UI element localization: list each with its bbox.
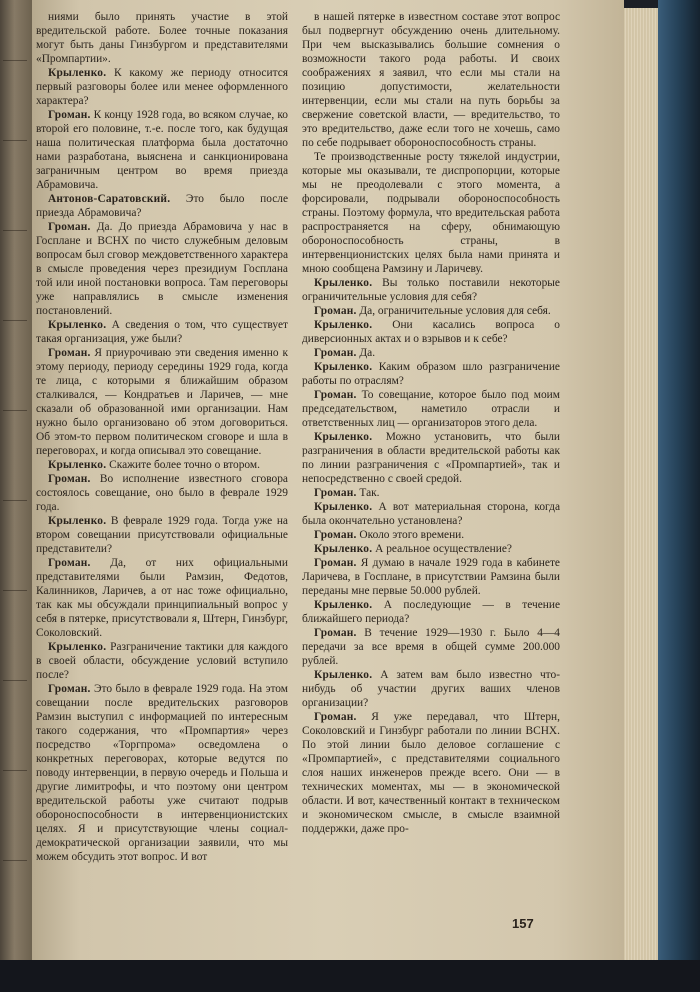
speaker-name: Крыленко. bbox=[314, 501, 373, 513]
paragraph: Крыленко. Вы только поставили некоторые ограничительные условия для себя? bbox=[302, 277, 560, 303]
speaker-name: Крыленко. bbox=[314, 599, 373, 611]
speaker-name: Крыленко. bbox=[48, 641, 107, 653]
speaker-name: Крыленко. bbox=[314, 319, 373, 331]
speaker-name: Громан. bbox=[48, 221, 91, 233]
speaker-name: Крыленко. bbox=[48, 515, 107, 527]
paragraph: Те производственные росту тяжелой индустрии, которые мы оказывали, те диспропорции, которые мы не преодолевали с этого момента, а форсировали, подрывали обороноспособность страны. Поэтому формула, что вредительская работа распространяется на сферу, обнимающую обороноспособность страны, в интервенционистских целях была нами принята и мною сообщена Рамзину и Ларичеву. bbox=[302, 151, 560, 275]
speaker-name: Антонов-Саратовский. bbox=[48, 193, 171, 205]
paragraph: Громан. Да, ограничительные условия для себя. bbox=[314, 305, 551, 317]
speaker-name: Громан. bbox=[48, 109, 91, 121]
speaker-name: Громан. bbox=[314, 529, 357, 541]
speaker-name: Крыленко. bbox=[48, 459, 107, 471]
speaker-name: Громан. bbox=[48, 347, 91, 359]
left-column bbox=[36, 10, 288, 864]
speaker-name: Крыленко. bbox=[314, 431, 373, 443]
paragraph: Громан. Это было в феврале 1929 года. На этом совещании после вредительских разговоров Рамзин выступил с информацией по интересным такого содержания, что «Промпартия» через посредство «Торгпрома» осведомлена о конкретных переговорах, которые ведутся по поводу интервенции, в первую очередь и Польша и другие лимитрофы, и что поэтому они центром вредительской работы уже считают подрыв обороноспособности в интервенционистских целях. Я и присутствующие члены социал-демократической организации заявили, что мы можем обсудить этот вопрос. И вот bbox=[36, 683, 288, 863]
speaker-name: Крыленко. bbox=[314, 543, 373, 555]
paragraph: Громан. К концу 1928 года, во всяком случае, ко второй его половине, т.-е. после того, как будущая наша политическая платформа была достаточно нами разработана, выяснена и санкционирована заграничным центром во время приезда Абрамовича. bbox=[36, 109, 288, 191]
paragraph: Крыленко. Можно установить, что были разграничения в области вредительской работы как по линии разграничения с «Промпартией», так и непосредственно с своей средой. bbox=[302, 431, 560, 485]
paragraph: Громан. Так. bbox=[314, 487, 380, 499]
paragraph: Крыленко. А сведения о том, что существует такая организация, уже были? bbox=[36, 319, 288, 345]
paragraph: Крыленко. Скажите более точно о втором. bbox=[48, 459, 260, 471]
paragraph: в нашей пятерке в известном составе этот вопрос был подвергнут обсуждению очень длительному. При чем высказывались большие сомнения о возможности такого рода работы. И своих соображениях я заявил, что если мы стали на позицию допустимости, желательности интервенции, если мы стали на путь борьбы за свержение советской власти, — вредительство, то это вредительство, даже если того не хочешь, само по себе подрывает обороноспособность страны. bbox=[302, 11, 560, 149]
paragraph: Громан. То совещание, которое было под моим председательством, наметило отрасли и ответственных лиц — организаторов этого дела. bbox=[302, 389, 560, 429]
speaker-name: Крыленко. bbox=[314, 669, 373, 681]
paragraph: Крыленко. А реальное осуществление? bbox=[314, 543, 512, 555]
paragraph: Крыленко. Каким образом шло разграничение работы по отраслям? bbox=[302, 361, 560, 387]
speaker-name: Громан. bbox=[314, 347, 357, 359]
paragraph: Громан. Да. До приезда Абрамовича у нас в Госплане и ВСНХ по чисто служебным деловым вопросам был сговор междоветственного характера в смысле проведения через президиум Госплана той или иной постановки вопроса. Там переговоры уже направлялись в смысле изменения постановлений. bbox=[36, 221, 288, 317]
paragraph: Громан. Я думаю в начале 1929 года в кабинете Ларичева, в Госплане, в присутствии Рамзина были переданы мне первые 50.000 рублей. bbox=[302, 557, 560, 597]
paragraph: Громан. Да. bbox=[314, 347, 376, 359]
speaker-name: Громан. bbox=[48, 683, 91, 695]
paragraph: Громан. В течение 1929—1930 г. Было 4—4 передачи за все время в общей сумме 200.000 рублей. bbox=[302, 627, 560, 667]
speaker-name: Громан. bbox=[48, 557, 91, 569]
page-stack-edge bbox=[624, 8, 658, 960]
speaker-name: Громан. bbox=[314, 711, 357, 723]
book-cover-edge bbox=[658, 0, 700, 992]
background-shadow bbox=[0, 960, 700, 992]
speaker-name: Громан. bbox=[314, 487, 357, 499]
speaker-name: Крыленко. bbox=[48, 319, 107, 331]
speaker-name: Крыленко. bbox=[314, 361, 373, 373]
paragraph: Крыленко. А последующие — в течение ближайшего периода? bbox=[302, 599, 560, 625]
paragraph: Громан. Я приурочиваю эти сведения именно к этому периоду, периоду середины 1929 года, когда те лица, с которыми я ближайшим образом сталкивался, — Кондратьев и Ларичев, — мне сказали об образованной ими организации. Нам нужно было организовано об этом договориться. Об этом-то первом политическом сговоре и шла в переговорах, и когда описывал это совещание. bbox=[36, 347, 288, 457]
paragraph: Громан. Я уже передавал, что Штерн, Соколовский и Гинзбург работали по линии ВСНХ. По этой линии было деловое соглашение с «Промпартией», с представителями социального слоя наших инженеров прежде всего. Они — в технических моментах, мы — в экономической области. И вот, качественный контакт в техническом и экономическом смысле, в смысле взаимной поддержки, даже про- bbox=[302, 711, 560, 835]
paragraph: Крыленко. Разграничение тактики для каждого в своей области, обсуждение условий вступило после? bbox=[36, 641, 288, 681]
speaker-name: Крыленко. bbox=[314, 277, 373, 289]
adjacent-page-edge bbox=[0, 0, 32, 992]
paragraph: Крыленко. Они касались вопроса о диверсионных актах и о взрывов и к себе? bbox=[302, 319, 560, 345]
speaker-name: Громан. bbox=[314, 557, 357, 569]
speaker-name: Громан. bbox=[314, 627, 357, 639]
speaker-name: Громан. bbox=[48, 473, 91, 485]
page-number: 157 bbox=[512, 916, 534, 931]
book-page bbox=[32, 0, 624, 960]
speaker-name: Громан. bbox=[314, 389, 357, 401]
paragraph: Громан. Около этого времени. bbox=[314, 529, 465, 541]
speaker-name: Крыленко. bbox=[48, 67, 107, 79]
paragraph: Громан. Во исполнение известного сговора состоялось совещание, оно было в феврале 1929 года. bbox=[36, 473, 288, 513]
right-column bbox=[302, 10, 560, 836]
paragraph: Крыленко. К какому же периоду относится первый разговоры более или менее оформленного характера? bbox=[36, 67, 288, 107]
paragraph: Крыленко. А вот материальная сторона, когда была окончательно установлена? bbox=[302, 501, 560, 527]
paragraph: ниями было принять участие в этой вредительской работе. Более точные показания могут быть даны Гинзбургом и представителями «Промпартии». bbox=[36, 11, 288, 65]
speaker-name: Громан. bbox=[314, 305, 357, 317]
paragraph: Крыленко. А затем вам было известно что-нибудь об участии других ваших членов организации? bbox=[302, 669, 560, 709]
paragraph: Громан. Да, от них официальными представителями были Рамзин, Федотов, Калинников, Ларичев, а от нас тоже официально, так как мы обсуждали принципиальный вопрос у себя в пятерке, присутствовали я, Штерн, Гинзбург, Соколовский. bbox=[36, 557, 288, 639]
paragraph: Антонов-Саратовский. Это было после приезда Абрамовича? bbox=[36, 193, 288, 219]
paragraph: Крыленко. В феврале 1929 года. Тогда уже на втором совещании присутствовали официальные представители? bbox=[36, 515, 288, 555]
